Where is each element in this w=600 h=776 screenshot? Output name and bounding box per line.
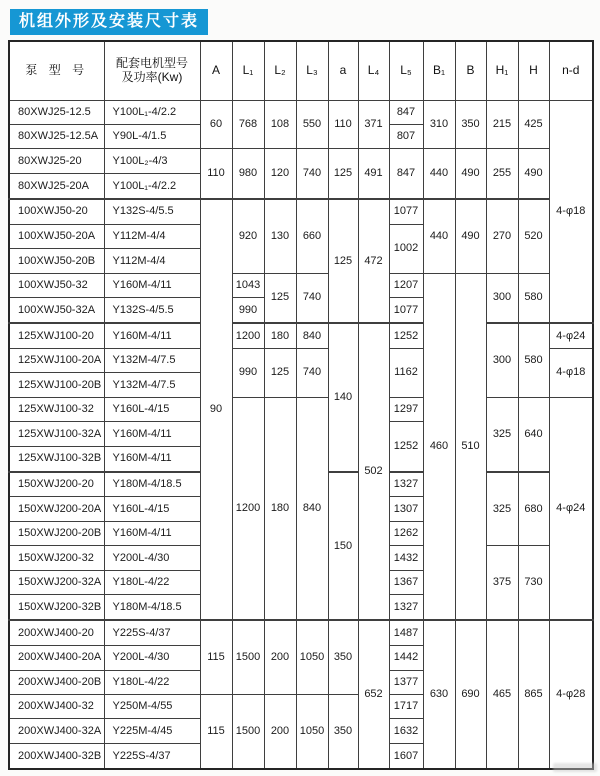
dim-cell-H1: 465 <box>486 620 518 769</box>
dim-cell-B: 490 <box>455 199 486 273</box>
motor-model-cell: Y180M-4/18.5 <box>104 472 200 497</box>
dim-cell-nd: 4-φ28 <box>549 620 593 769</box>
dim-cell-B1: 460 <box>423 273 455 620</box>
col-header-a: a <box>328 41 358 100</box>
motor-header-line1: 配套电机型号 <box>115 55 188 70</box>
dim-cell-L5: 1432 <box>389 546 423 570</box>
motor-model-cell: Y180M-4/18.5 <box>104 595 200 620</box>
col-header-A: A <box>200 41 232 100</box>
pump-model-cell: 150XWJ200-20B <box>9 521 104 545</box>
dim-cell-L1: 1200 <box>232 397 264 620</box>
motor-model-cell: Y132S-4/5.5 <box>104 199 200 224</box>
motor-model-cell: Y100L₂-4/3 <box>104 149 200 173</box>
dim-cell-A: 90 <box>200 199 232 620</box>
dim-cell-nd: 4-φ18 <box>549 348 593 397</box>
motor-model-cell: Y160M-4/11 <box>104 273 200 297</box>
motor-model-cell: Y160M-4/11 <box>104 446 200 471</box>
dim-cell-A: 115 <box>200 695 232 770</box>
dim-cell-a: 350 <box>328 620 358 694</box>
dim-cell-L2: 180 <box>264 397 296 620</box>
pump-model-cell: 125XWJ100-20B <box>9 373 104 397</box>
dim-cell-A: 60 <box>200 100 232 149</box>
pump-model-cell: 200XWJ400-20 <box>9 620 104 645</box>
dim-cell-a: 125 <box>328 199 358 323</box>
dim-cell-L3: 740 <box>296 149 328 199</box>
dim-cell-H: 640 <box>518 397 549 471</box>
pump-model-cell: 125XWJ100-32A <box>9 422 104 446</box>
dim-cell-L5: 1307 <box>389 497 423 521</box>
motor-model-cell: Y225S-4/37 <box>104 620 200 645</box>
dim-cell-L2: 120 <box>264 149 296 199</box>
dim-cell-L5: 1442 <box>389 646 423 670</box>
pump-model-cell: 100XWJ50-20B <box>9 249 104 273</box>
pump-model-cell: 200XWJ400-32 <box>9 695 104 719</box>
dim-cell-L5: 1717 <box>389 695 423 719</box>
motor-model-cell: Y180L-4/22 <box>104 670 200 694</box>
page-title: 机组外形及安装尺寸表 <box>10 9 208 35</box>
dim-cell-L5: 807 <box>389 124 423 148</box>
dim-cell-L1: 980 <box>232 149 264 199</box>
dim-cell-L2: 130 <box>264 199 296 273</box>
motor-model-cell: Y250M-4/55 <box>104 695 200 719</box>
dim-cell-L5: 847 <box>389 149 423 199</box>
col-header-B1: B₁ <box>423 41 455 100</box>
pump-model-cell: 100XWJ50-20A <box>9 224 104 248</box>
dim-cell-L1: 768 <box>232 100 264 149</box>
pump-model-cell: 100XWJ50-32 <box>9 273 104 297</box>
dim-cell-L3: 740 <box>296 348 328 397</box>
motor-model-cell: Y200L-4/30 <box>104 646 200 670</box>
dim-cell-L2: 125 <box>264 348 296 397</box>
pump-model-cell: 80XWJ25-20A <box>9 173 104 198</box>
pump-model-cell: 150XWJ200-20 <box>9 472 104 497</box>
dim-cell-L5: 1162 <box>389 348 423 397</box>
motor-model-cell: Y132M-4/7.5 <box>104 348 200 372</box>
dim-cell-L5: 1487 <box>389 620 423 645</box>
table-row <box>9 273 593 297</box>
dim-cell-H: 580 <box>518 323 549 397</box>
pump-model-cell: 125XWJ100-20 <box>9 323 104 348</box>
watermark <box>553 763 597 772</box>
dim-cell-B1: 310 <box>423 100 455 149</box>
dim-cell-H1: 255 <box>486 149 518 199</box>
dim-cell-nd: 4-φ18 <box>549 100 593 323</box>
table-row <box>9 323 593 348</box>
motor-model-cell: Y160L-4/15 <box>104 397 200 421</box>
dim-cell-a: 350 <box>328 695 358 770</box>
pump-model-cell: 125XWJ100-20A <box>9 348 104 372</box>
spec-table-body <box>9 100 593 769</box>
motor-header-line2: 及功率(Kw) <box>121 69 183 84</box>
col-header-B: B <box>455 41 486 100</box>
dim-cell-L5: 1327 <box>389 595 423 620</box>
col-header-L2: L₂ <box>264 41 296 100</box>
motor-model-cell: Y200L-4/30 <box>104 546 200 570</box>
dim-cell-L5: 1252 <box>389 422 423 472</box>
dim-cell-L1: 1200 <box>232 323 264 348</box>
dim-cell-a: 110 <box>328 100 358 149</box>
dim-cell-L5: 1632 <box>389 719 423 743</box>
motor-model-cell: Y112M-4/4 <box>104 249 200 273</box>
dim-cell-L5: 1077 <box>389 298 423 323</box>
dim-cell-L5: 1327 <box>389 472 423 497</box>
pump-model-cell: 150XWJ200-32B <box>9 595 104 620</box>
dim-cell-L1: 1500 <box>232 695 264 770</box>
dim-cell-L3: 550 <box>296 100 328 149</box>
dim-cell-H1: 325 <box>486 472 518 546</box>
dim-cell-L2: 200 <box>264 695 296 770</box>
motor-model-cell: Y90L-4/1.5 <box>104 124 200 148</box>
dim-cell-H1: 375 <box>486 546 518 620</box>
dim-cell-H: 580 <box>518 273 549 323</box>
dim-cell-L4: 502 <box>358 323 389 620</box>
dim-cell-L5: 1607 <box>389 743 423 769</box>
dim-cell-L3: 840 <box>296 397 328 620</box>
col-header-H: H <box>518 41 549 100</box>
col-header-nd: n-d <box>549 41 593 100</box>
motor-model-cell: Y225S-4/37 <box>104 743 200 769</box>
dim-cell-H: 680 <box>518 472 549 546</box>
dim-cell-L4: 652 <box>358 620 389 769</box>
dim-cell-L2: 180 <box>264 323 296 348</box>
dim-cell-L5: 1297 <box>389 397 423 421</box>
dim-cell-L4: 472 <box>358 199 389 323</box>
motor-model-cell: Y160L-4/15 <box>104 497 200 521</box>
dim-cell-L3: 840 <box>296 323 328 348</box>
motor-model-cell: Y100L₁-4/2.2 <box>104 100 200 124</box>
table-row <box>9 620 593 645</box>
pump-model-cell: 100XWJ50-32A <box>9 298 104 323</box>
dim-cell-L4: 371 <box>358 100 389 149</box>
dim-cell-B1: 440 <box>423 199 455 273</box>
table-row <box>9 100 593 124</box>
motor-model-cell: Y132S-4/5.5 <box>104 298 200 323</box>
dim-cell-H1: 300 <box>486 323 518 397</box>
dim-cell-L1: 1500 <box>232 620 264 694</box>
dim-cell-H: 865 <box>518 620 549 769</box>
dim-cell-nd: 4-φ24 <box>549 397 593 620</box>
table-row <box>9 397 593 421</box>
dim-cell-L1: 990 <box>232 298 264 323</box>
col-header-L5: L₅ <box>389 41 423 100</box>
col-header-L4: L₄ <box>358 41 389 100</box>
pump-model-cell: 80XWJ25-12.5 <box>9 100 104 124</box>
table-row <box>9 199 593 224</box>
dim-cell-H1: 215 <box>486 100 518 149</box>
pump-model-cell: 125XWJ100-32B <box>9 446 104 471</box>
dim-cell-H: 490 <box>518 149 549 199</box>
dim-cell-B1: 440 <box>423 149 455 199</box>
dim-cell-H1: 325 <box>486 397 518 471</box>
motor-model-cell: Y160M-4/11 <box>104 422 200 446</box>
pump-model-cell: 200XWJ400-32B <box>9 743 104 769</box>
dim-cell-L5: 1252 <box>389 323 423 348</box>
pump-model-cell: 200XWJ400-32A <box>9 719 104 743</box>
dim-cell-A: 115 <box>200 620 232 694</box>
dim-cell-L2: 200 <box>264 620 296 694</box>
dim-cell-a: 140 <box>328 323 358 472</box>
dim-cell-B: 690 <box>455 620 486 769</box>
col-header-motor-model <box>104 41 200 100</box>
dim-cell-L5: 1262 <box>389 521 423 545</box>
motor-model-cell: Y160M-4/11 <box>104 323 200 348</box>
dim-cell-L5: 847 <box>389 100 423 124</box>
dim-cell-L1: 920 <box>232 199 264 273</box>
col-header-L3: L₃ <box>296 41 328 100</box>
dim-cell-L4: 491 <box>358 149 389 199</box>
col-header-L1: L₁ <box>232 41 264 100</box>
dim-cell-H1: 300 <box>486 273 518 323</box>
dim-cell-H: 520 <box>518 199 549 273</box>
pump-model-cell: 125XWJ100-32 <box>9 397 104 421</box>
pump-model-cell: 80XWJ25-12.5A <box>9 124 104 148</box>
dim-cell-B: 510 <box>455 273 486 620</box>
pump-model-cell: 150XWJ200-32 <box>9 546 104 570</box>
pump-model-cell: 150XWJ200-20A <box>9 497 104 521</box>
spec-table <box>8 40 594 770</box>
dim-cell-L5: 1367 <box>389 570 423 594</box>
pump-model-cell: 100XWJ50-20 <box>9 199 104 224</box>
dim-cell-L5: 1002 <box>389 224 423 273</box>
dim-cell-B1: 630 <box>423 620 455 769</box>
table-row <box>9 149 593 173</box>
dim-cell-H: 425 <box>518 100 549 149</box>
dim-cell-L3: 660 <box>296 199 328 273</box>
dim-cell-H: 730 <box>518 546 549 620</box>
dim-cell-B: 490 <box>455 149 486 199</box>
motor-model-cell: Y160M-4/11 <box>104 521 200 545</box>
motor-model-cell: Y225M-4/45 <box>104 719 200 743</box>
dim-cell-a: 150 <box>328 472 358 621</box>
dim-cell-L5: 1077 <box>389 199 423 224</box>
dim-cell-B: 350 <box>455 100 486 149</box>
dim-cell-L1: 990 <box>232 348 264 397</box>
motor-model-cell: Y112M-4/4 <box>104 224 200 248</box>
dim-cell-L3: 1050 <box>296 620 328 694</box>
dim-cell-L1: 1043 <box>232 273 264 297</box>
motor-model-cell: Y180L-4/22 <box>104 570 200 594</box>
dim-cell-L3: 1050 <box>296 695 328 770</box>
dim-cell-a: 125 <box>328 149 358 199</box>
pump-model-cell: 150XWJ200-32A <box>9 570 104 594</box>
dim-cell-L2: 108 <box>264 100 296 149</box>
dim-cell-nd: 4-φ24 <box>549 323 593 348</box>
dim-cell-H1: 270 <box>486 199 518 273</box>
pump-model-cell: 80XWJ25-20 <box>9 149 104 173</box>
dim-cell-L3: 740 <box>296 273 328 323</box>
dim-cell-L2: 125 <box>264 273 296 323</box>
pump-model-cell: 200XWJ400-20B <box>9 670 104 694</box>
dim-cell-L5: 1207 <box>389 273 423 297</box>
motor-model-cell: Y100L₁-4/2.2 <box>104 173 200 198</box>
motor-model-cell: Y132M-4/7.5 <box>104 373 200 397</box>
col-header-H1: H₁ <box>486 41 518 100</box>
dim-cell-L5: 1377 <box>389 670 423 694</box>
pump-model-cell: 200XWJ400-20A <box>9 646 104 670</box>
header-row <box>9 41 593 100</box>
col-header-pump-model: 泵 型 号 <box>9 41 104 100</box>
dim-cell-A: 110 <box>200 149 232 199</box>
